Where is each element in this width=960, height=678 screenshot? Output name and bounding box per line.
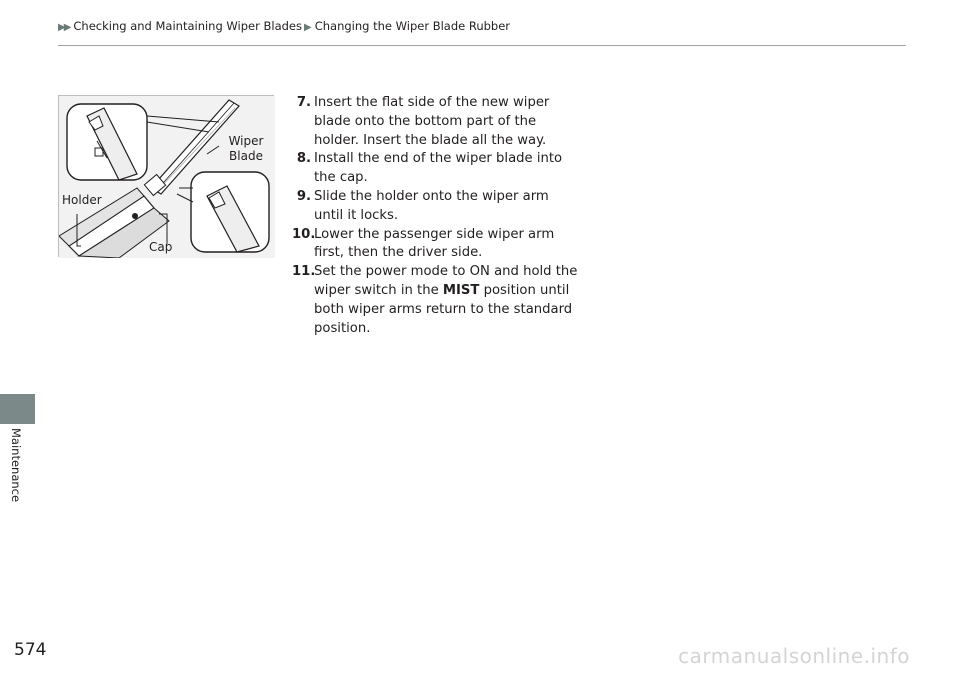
step-10: 10. Lower the passenger side wiper arm first, then the driver side. bbox=[292, 226, 555, 261]
breadcrumb-page: Changing the Wiper Blade Rubber bbox=[314, 19, 511, 33]
double-arrow-icon: ▶▶ bbox=[58, 22, 70, 33]
mist-position-term: MIST bbox=[442, 282, 480, 298]
step-11: 11. Set the power mode to ON and hold the wiper switch in the MIST position until both wiper arms return to the standard position. bbox=[292, 264, 578, 336]
watermark: carmanualsonline.info bbox=[678, 644, 910, 668]
wiper-blade-label: Wiper Blade bbox=[228, 134, 264, 163]
breadcrumb-section[interactable]: Checking and Maintaining Wiper Blades bbox=[73, 19, 302, 33]
wiper-blade-figure bbox=[58, 95, 274, 257]
step-8: 8. Install the end of the wiper blade into the cap. bbox=[296, 151, 563, 186]
step-9: 9. Slide the holder onto the wiper arm until it locks. bbox=[296, 188, 549, 223]
side-tab bbox=[0, 394, 35, 424]
holder-label: Holder bbox=[62, 193, 102, 207]
page-number: 574 bbox=[14, 640, 47, 660]
header-rule bbox=[58, 45, 906, 46]
wiper-illustration bbox=[59, 96, 275, 258]
instruction-steps bbox=[292, 94, 582, 338]
cap-label: Cap bbox=[149, 240, 173, 254]
step-7: 7. Insert the flat side of the new wiper blade onto the bottom part of the holder. Insert the blade all the way. bbox=[296, 95, 550, 148]
arrow-icon: ▶ bbox=[304, 22, 312, 33]
breadcrumb bbox=[58, 19, 510, 33]
side-tab-label: Maintenance bbox=[9, 428, 23, 503]
